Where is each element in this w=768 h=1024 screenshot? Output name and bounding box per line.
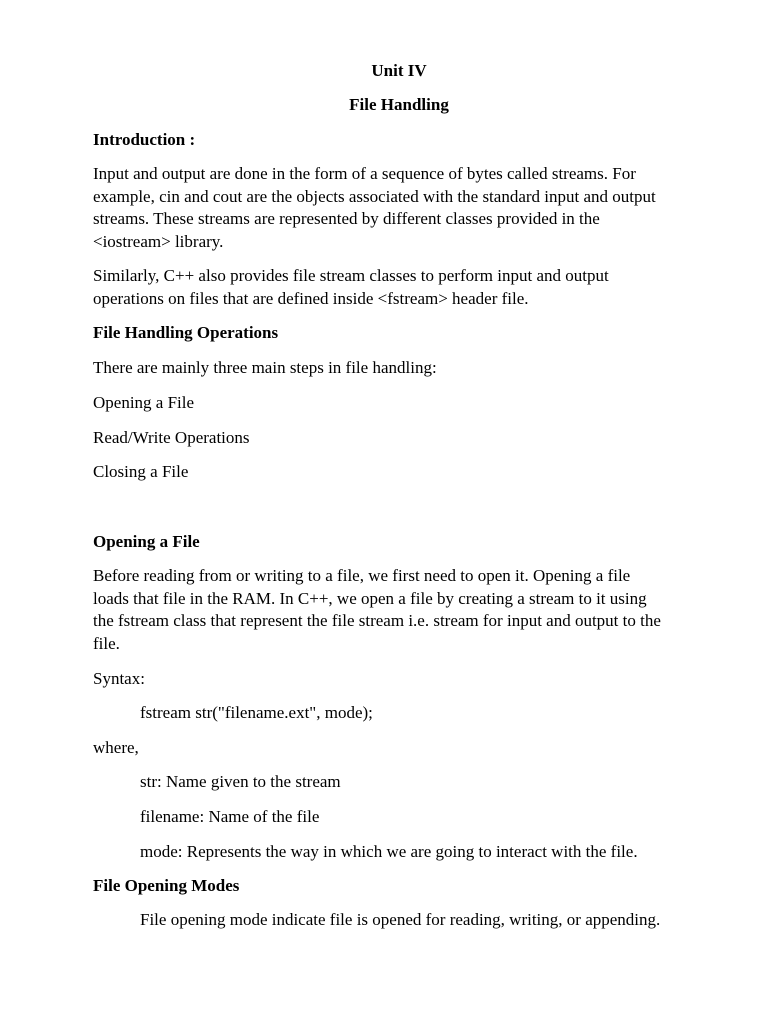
modes-heading: File Opening Modes	[93, 876, 240, 895]
intro-line: Input and output are done in the form of a sequence of bytes called streams. For	[93, 164, 636, 183]
ops-heading: File Handling Operations	[93, 323, 279, 342]
open-line: Before reading from or writing to a file, we first need to open it. Opening a file	[93, 566, 631, 585]
ops-step: Read/Write Operations	[93, 428, 250, 447]
ops-step: Opening a File	[93, 393, 195, 412]
where-item: str: Name given to the stream	[140, 772, 341, 791]
open-heading: Opening a File	[93, 532, 200, 551]
intro-heading: Introduction :	[93, 130, 196, 149]
open-line: the fstream class that represent the file stream i.e. stream for input and output to the	[93, 611, 661, 630]
ops-step: Closing a File	[93, 462, 189, 481]
where-item: mode: Represents the way in which we are going to interact with the file.	[140, 842, 638, 861]
page-title: Unit IV	[371, 61, 427, 80]
open-line: loads that file in the RAM. In C++, we open a file by creating a stream to it using	[93, 589, 647, 608]
where-label: where,	[93, 738, 139, 757]
page-subtitle: File Handling	[349, 95, 449, 114]
intro-line: example, cin and cout are the objects associated with the standard input and output	[93, 187, 656, 206]
ops-intro: There are mainly three main steps in file handling:	[93, 358, 437, 377]
syntax-label: Syntax:	[93, 669, 145, 688]
similarly-line: Similarly, C++ also provides file stream classes to perform input and output	[93, 266, 609, 285]
where-item: filename: Name of the file	[140, 807, 320, 826]
open-line: file.	[93, 634, 120, 653]
intro-line: streams. These streams are represented by different classes provided in the	[93, 209, 600, 228]
similarly-line: operations on files that are defined inside <fstream> header file.	[93, 289, 529, 308]
modes-text: File opening mode indicate file is opened for reading, writing, or appending.	[140, 910, 661, 929]
intro-line: <iostream> library.	[93, 232, 224, 251]
syntax-code: fstream str("filename.ext", mode);	[140, 703, 373, 722]
